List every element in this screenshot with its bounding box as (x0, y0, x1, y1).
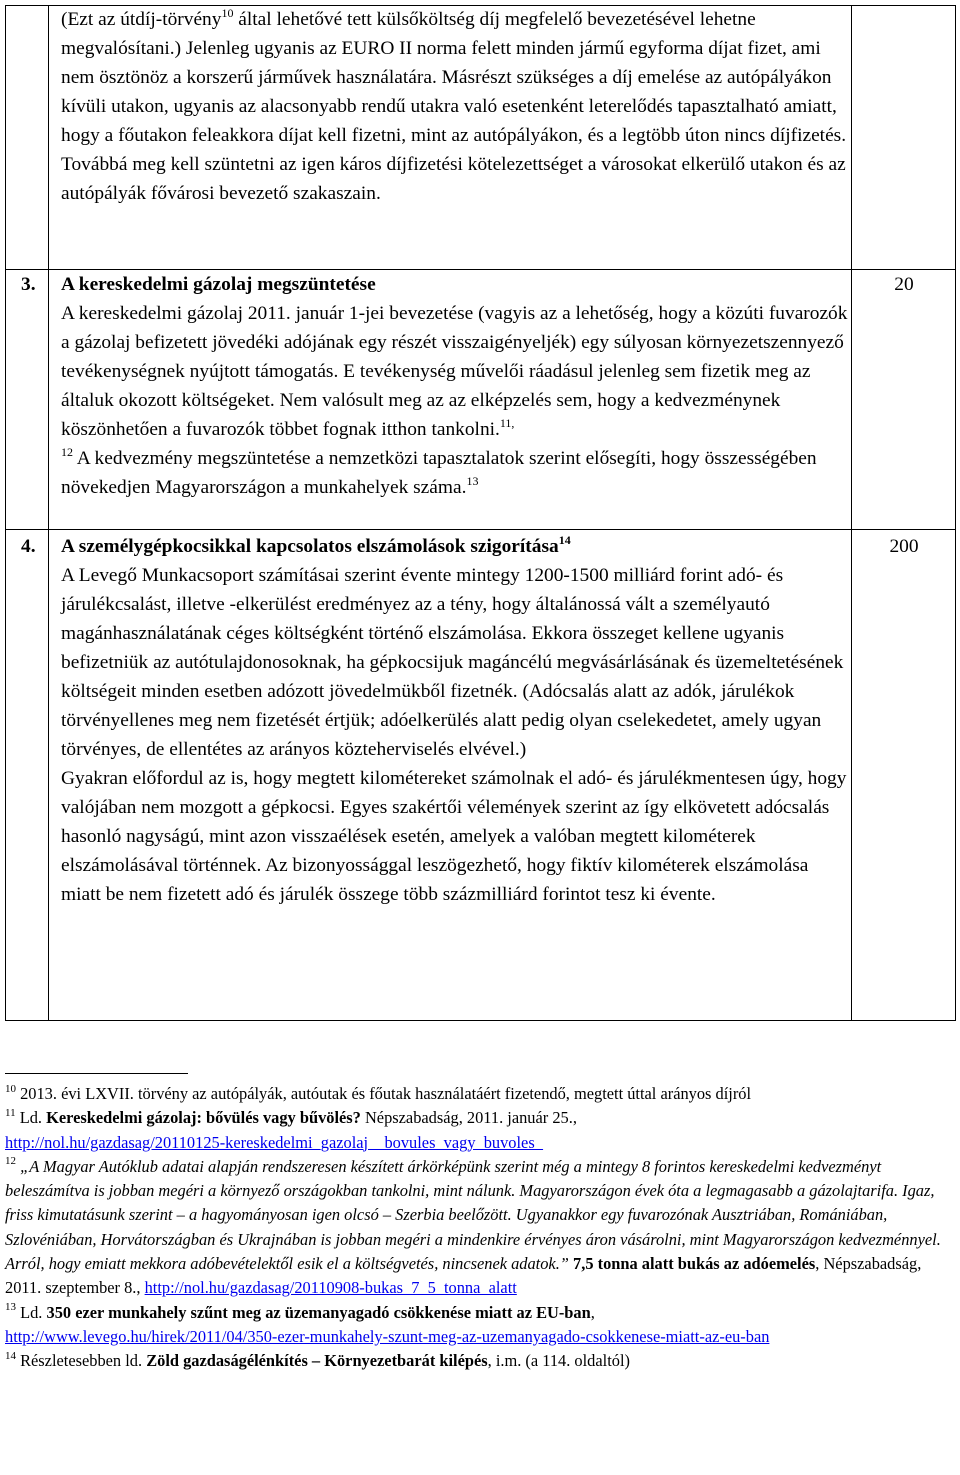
footnote-11: $^{11}$ Ld. Kereskedelmi gázolaj: bővülés vagy bűvölés? Népszabadság, 2011. január 25., http://nol.hu/gazdasag/20110125-kereskedelmi_gazolaj__bovules_vagy_buvoles_ (5, 1106, 577, 1152)
intro-text: (Ezt az útdíj-törvény (61, 9, 222, 30)
footnote-ref-14[interactable]: 14 (558, 532, 571, 547)
footnote-ref-10[interactable]: 10 (221, 5, 234, 20)
row-score-3: 20 (894, 274, 914, 295)
row-4-text (61, 532, 851, 909)
footnote-14: $^{14}$ Részletesebben ld. Zöld gazdaságélénkítés – Környezetbarát kilépés, i.m. (a 114. oldaltól) (5, 1349, 630, 1371)
column-divider-left (48, 6, 49, 1020)
paragraph (61, 5, 851, 208)
row-divider-4 (6, 529, 955, 530)
footnote-12: $^{12}$ „A Magyar Autóklub adatai alapján rendszeresen készített árkörképünk szerint még a mintegy 8 forintos kereskedelmi kedvezményt beleszámítva is jobban megéri a környező országokban tankolni, mint nálunk. Magyarországon évek óta a legmagasabb a gázolajtarifa. Igaz, friss kimutatásunk szerint – a hagyományosan igen olcsó – Szerbia beelőzött. Ugyanakkor egy fuvarozónak Ausztriában, Romániában, Szlovéniában, Horvátországban és Ukrajnában is jobban megéri a mindenkire érvényes áron vásárolni, mint Magyarországon kedvezménnyel. Arról, hogy emiatt mekkora adóbevételektől esik el a költségvetés, nincsenek adatok.” 7,5 tonna alatt bukás az adóemelés, Népszabadság, 2011. szeptember 8., http://nol.hu/gazdasag/20110908-bukas_7_5_tonna_alatt (5, 1155, 941, 1298)
row-score-4: 200 (889, 536, 919, 557)
footnote-13-link[interactable]: http://www.levego.hu/hirek/2011/04/350-ezer-munkahely-szunt-meg-az-uzemanyagado-csokkenese-miatt-az-eu-ban (5, 1326, 770, 1346)
footnote-12-link[interactable]: http://nol.hu/gazdasag/20110908-bukas_7_5_tonna_alatt (144, 1278, 517, 1298)
footnote-10: $^{10}$ 2013. évi LXVII. törvény az autópályák, autóutak és főutak használatáért fizetendő, megtett úttal arányos díjról (5, 1082, 752, 1103)
paragraph: A Levegő Munkacsoport számításai szerint évente mintegy 1200-1500 milliárd forint adó- és járulékcsalást, illetve -elkerülést eredményez az a tény, hogy általánossá vált a személyautó magánhasználatának céges költségként történő elszámolása. Ekkora összeget kellene ugyanis befizetniük az autótulajdonosoknak, ha gépkocsijuk magáncélú megvásárlásának és üzemeltetésének költségeit minden esetben adózott jövedelmükből fizetnék. (Adócsalás alatt az adók, járulékok törvényellenes meg nem fizetését értjük; adóelkerülés alatt pedig olyan cselekedetet, amely ugyan törvényes, de ellentétes az arányos közteherviselés elvével.) (61, 565, 844, 760)
footnote-ref-11[interactable]: 11, (499, 415, 515, 430)
row-number-4: 4. (21, 536, 36, 557)
row-4-heading: A személygépkocsikkal kapcsolatos elszámolások szigorítása$^{14}$ (61, 532, 571, 557)
footnote-ref-13[interactable]: 13 (466, 473, 479, 488)
body-text-2: A kedvezmény megszüntetése a nemzetközi tapasztalatok szerint elősegíti, hogy összességében növekedjen Magyarországon a munkahelyek száma. (61, 448, 817, 498)
row-number-3: 3. (21, 274, 36, 295)
row-continuation-text (61, 5, 851, 208)
column-divider-right (851, 6, 852, 1020)
row-3-heading: A kereskedelmi gázolaj megszüntetése (61, 274, 376, 295)
footnote-11-link[interactable]: http://nol.hu/gazdasag/20110125-kereskedelmi_gazolaj__bovules_vagy_buvoles_ (5, 1132, 543, 1152)
footnote-13: $^{13}$ Ld. 350 ezer munkahely szűnt meg az üzemanyagadó csökkenése miatt az EU-ban, http://www.levego.hu/hirek/2011/04/350-ezer-munkahely-szunt-meg-az-uzemanyagado-csokkenese-miatt-az-eu-ban (5, 1301, 770, 1346)
row-3-text (61, 270, 851, 502)
body-text: A kereskedelmi gázolaj 2011. január 1-jei bevezetése (vagyis az a lehetőség, hogy a közúti fuvarozók a gázolaj befizetett jövedéki adójának egy részét visszaigényeljék) egy súlyosan környezetszennyező tevékenységnek nyújtott támogatás. E tevékenység művelői ráadásul jelenleg sem fizetik meg az általuk okozott költségeket. Nem valósult meg az az elképzelés sem, hogy a kedvezménynek köszönhetően a fuvarozók többet fognak itthon tankolni. (61, 303, 848, 440)
paragraph-2: Gyakran előfordul az is, hogy megtett kilométereket számolnak el adó- és járulékmentesen úgy, hogy valójában nem mozgott a gépkocsi. Egyes szakértői vélemények szerint az így elkövetett adócsalás hasonló nagyságú, mint azon visszaélések esetén, amelyek a valóban megtett kilométerek elszámolásával történnek. Az bizonyossággal leszögezhető, hogy fiktív kilométerek elszámolása miatt be nem fizetett adó és járulék összege több százmilliárd forintot tesz ki évente. (61, 768, 847, 905)
footnotes (5, 1082, 953, 1374)
footnote-ref-12[interactable]: 12 (61, 444, 73, 459)
body-text: által lehetővé tett külsőköltség díj megfelelő bevezetésével lehetne megvalósítani.) Jelenleg ugyanis az EURO II norma felett minden jármű egyforma díjat fizet, ami nem ösztönöz a korszerű járművek használatára. Másrészt szükséges a díj emelése az autópályákon kívüli utakon, ugyanis az alacsonyabb rendű utakra való esetenként leterelődés tapasztalható amiatt, hogy a főutakon feleakkora díjat kell fizetni, mint az autópályákon, és a legtöbb úton nincs díjfizetés. Továbbá meg kell szüntetni az igen káros díjfizetési kötelezettséget a városokat elkerülő utakon és az autópályák fővárosi bevezető szakaszain. (61, 9, 847, 204)
footnote-separator (5, 1073, 188, 1074)
paragraph (61, 299, 851, 502)
content-table (5, 5, 956, 1021)
